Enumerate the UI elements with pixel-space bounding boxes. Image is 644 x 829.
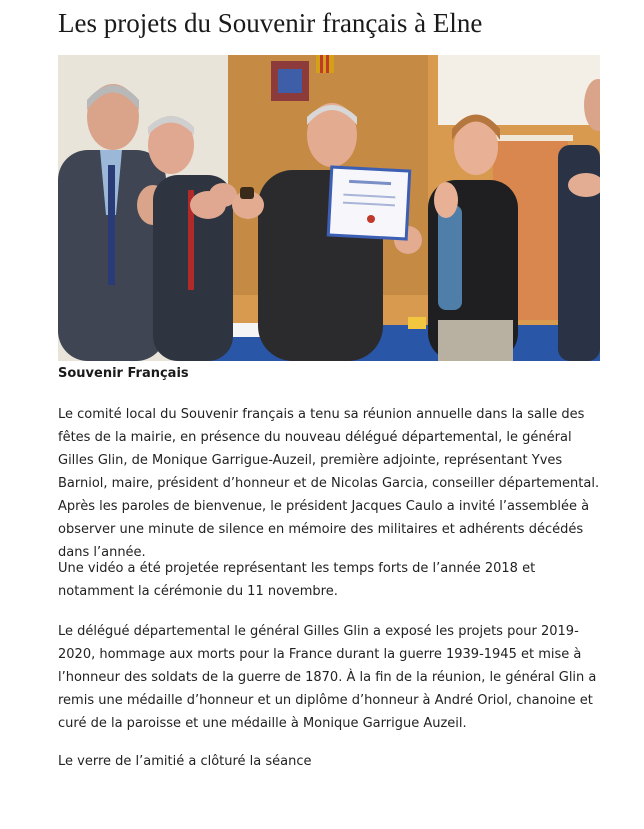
paragraph-2: Une vidéo a été projetée représentant les temps forts de l’année 2018 et notamment la cérémonie du 11 novembre. (58, 561, 536, 599)
article-title: Les projets du Souvenir français à Elne (58, 8, 483, 38)
flag (316, 55, 334, 73)
ceiling (438, 55, 600, 125)
paragraph-1: Le comité local du Souvenir français a tenu sa réunion annuelle dans la salle des fêtes de la mairie, en présence du nouveau délégué départemental, le général Gilles Glin, de Monique Garrigue-Auzeil, première adjointe, représentant Yves Barniol, maire, président d’honneur et de Nicolas Garcia, conseiller départemental. Après les paroles de bienvenue, le président Jacques Caulo a invité l’assemblée à observer une minute de silence en mémoire des militaires et adhérents décédés dans l’année. (58, 407, 600, 560)
name-card-2 (408, 317, 426, 329)
article-photo (58, 55, 600, 361)
door-frame (488, 135, 573, 141)
photo-caption: Souvenir Français (58, 366, 189, 381)
diploma (328, 167, 409, 239)
paragraph-4: Le verre de l’amitié a clôturé la séance (58, 754, 312, 769)
paragraph-3: Le délégué départemental le général Gilles Glin a exposé les projets pour 2019-2020, hommage aux morts pour la France durant la guerre 1939-1945 et mise à l’honneur des soldats de la guerre de 1870. À la fin de la réunion, le général Glin a remis une médaille d’honneur et un diplôme d’honneur à André Oriol, chanoine et curé de la paroisse et une médaille à Monique Garrigue Auzeil. (58, 624, 597, 731)
